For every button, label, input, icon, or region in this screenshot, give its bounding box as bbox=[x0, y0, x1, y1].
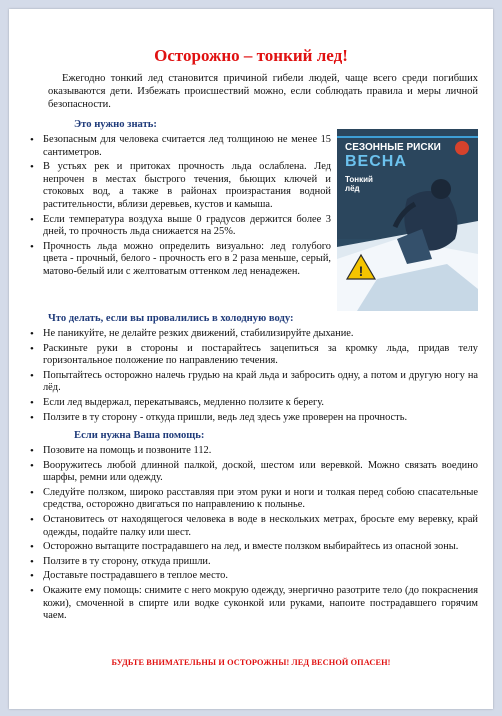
poster-subtitle-line1: Тонкий bbox=[345, 175, 373, 184]
section-fell-list bbox=[30, 328, 478, 426]
list-item: • Ползите в ту сторону, откуда пришли. bbox=[30, 556, 478, 569]
list-item: • Доставьте пострадавшего в теплое место. bbox=[30, 570, 478, 583]
list-item: • Раскиньте руки в стороны и постарайтесь зацепиться за кромку льда, придав телу горизонтальное положение по направлению течения. bbox=[30, 343, 478, 368]
poster-season: ВЕСНА bbox=[345, 153, 407, 170]
warning-footer: БУДЬТЕ ВНИМАТЕЛЬНЫ И ОСТОРОЖНЫ! ЛЕД ВЕСНОЙ ОПАСЕН! bbox=[111, 658, 391, 667]
section-know-list bbox=[30, 134, 331, 281]
section-help-list bbox=[30, 445, 478, 625]
list-item: • Следуйте ползком, широко расставляя при этом руки и ноги и толкая перед собою спасательные средства, осторожно двигаться по направлению к полынье. bbox=[30, 487, 478, 512]
section-help-heading: Если нужна Ваша помощь: bbox=[74, 430, 205, 441]
list-item: • Остановитесь от находящегося человека в воде в нескольких метрах, бросьте ему веревку, край одежды, подайте палку или шест. bbox=[30, 514, 478, 539]
poster-title: СЕЗОННЫЕ РИСКИ bbox=[345, 142, 441, 153]
section-know-heading: Это нужно знать: bbox=[74, 119, 157, 130]
list-item: • В устьях рек и притоках прочность льда ослаблена. Лед непрочен в местах быстрого течения, бьющих ключей и стоковых вод, а также в районах произрастания водной растительности, вблизи деревьев, кустов и камыша. bbox=[30, 161, 331, 211]
list-item: • Осторожно вытащите пострадавшего на лед, и вместе ползком выбирайтесь из опасной зоны. bbox=[30, 541, 478, 554]
list-item: • Безопасным для человека считается лед толщиною не менее 15 сантиметров. bbox=[30, 134, 331, 159]
list-item: • Не паникуйте, не делайте резких движений, стабилизируйте дыхание. bbox=[30, 328, 478, 341]
poster-subtitle-line2: лёд bbox=[345, 184, 360, 193]
page-title: Осторожно – тонкий лед! bbox=[154, 46, 348, 65]
list-item: • Прочность льда можно определить визуально: лед голубого цвета - прочный, белого - прочность его в 2 раза меньше, серый, матово-белый или с желтоватым оттенком лед ненадежен. bbox=[30, 241, 331, 279]
intro-paragraph: Ежегодно тонкий лед становится причиной гибели людей, чаще всего среди погибших оказываются дети. Избежать происшествий можно, если соблюдать правила и меры личной безопасности. bbox=[48, 73, 478, 110]
document-page bbox=[9, 9, 493, 709]
list-item: • Ползите в ту сторону - откуда пришли, ведь лед здесь уже проверен на прочность. bbox=[30, 412, 478, 425]
list-item: • Вооружитесь любой длинной палкой, доской, шестом или веревкой. Можно связать воедино шарфы, ремни или одежду. bbox=[30, 460, 478, 485]
list-item: • Попытайтесь осторожно налечь грудью на край льда и забросить одну, а потом и другую ногу на лёд. bbox=[30, 370, 478, 395]
seasonal-risks-poster bbox=[337, 129, 478, 311]
svg-text:!: ! bbox=[358, 263, 364, 279]
section-fell-heading: Что делать, если вы провалились в холодную воду: bbox=[48, 313, 294, 324]
list-item: • Окажите ему помощь: снимите с него мокрую одежду, энергично разотрите тело (до покраснения кожи), смоченной в спирте или водке суконкой или руками, напоите пострадавшего горячим чаем. bbox=[30, 585, 478, 623]
list-item: • Если температура воздуха выше 0 градусов держится более 3 дней, то прочность льда снижается на 25%. bbox=[30, 214, 331, 239]
list-item: • Если лед выдержал, перекатываясь, медленно ползите к берегу. bbox=[30, 397, 478, 410]
ice-scene-illustration bbox=[337, 129, 478, 311]
list-item: • Позовите на помощь и позвоните 112. bbox=[30, 445, 478, 458]
